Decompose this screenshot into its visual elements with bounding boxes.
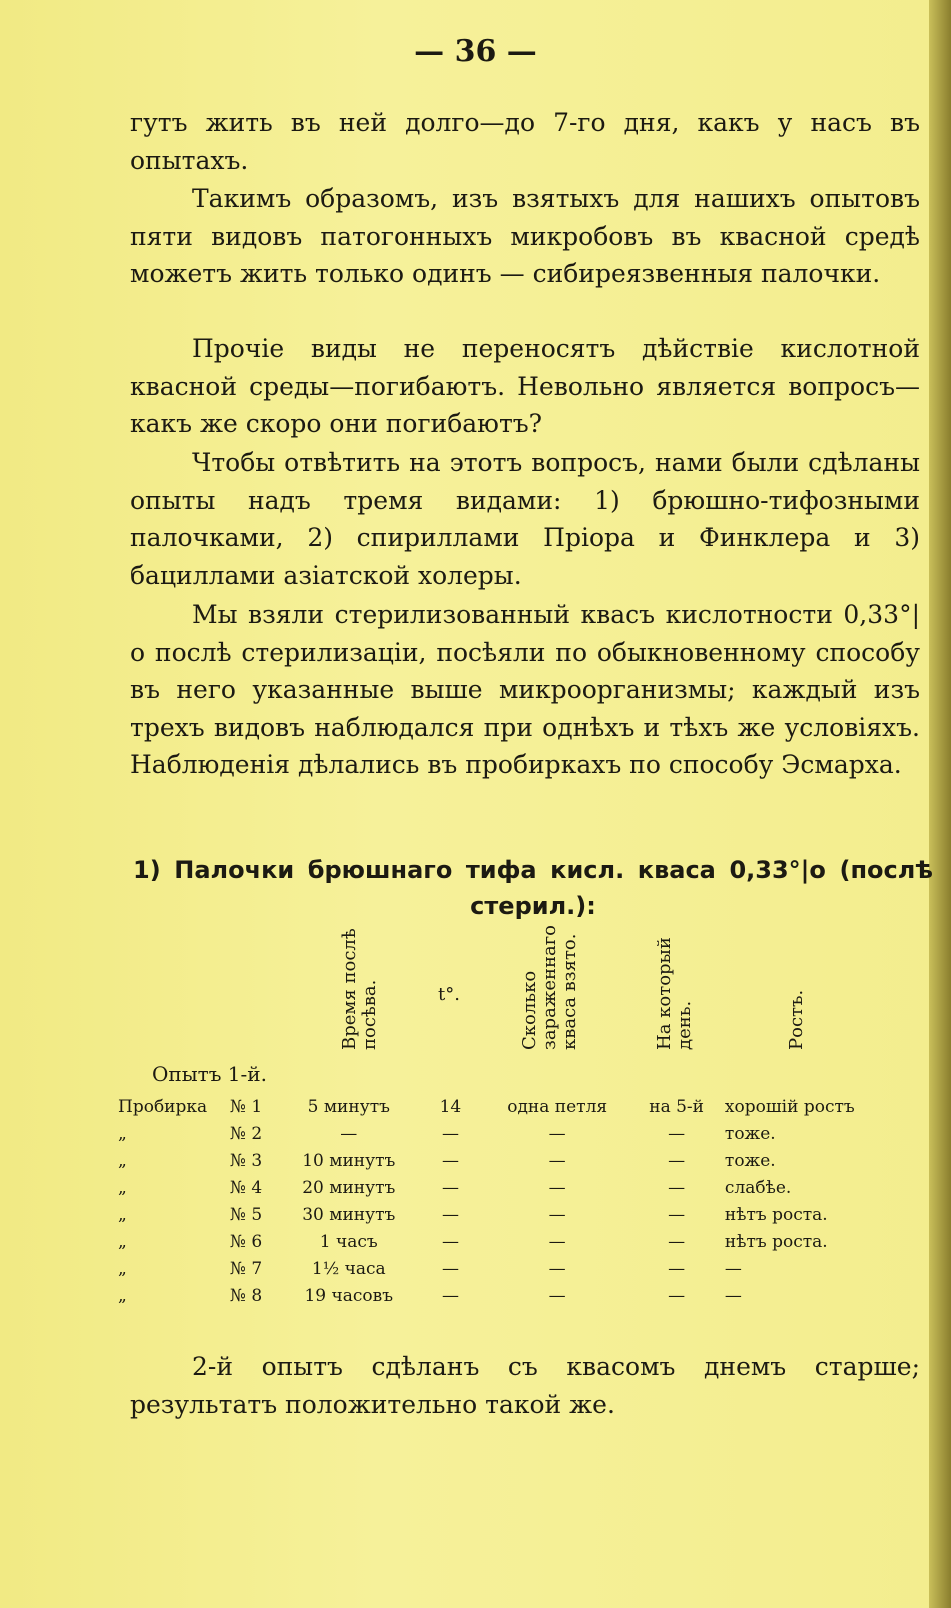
cell-temp: — — [441, 1258, 459, 1279]
column-header-day: На который день. — [654, 937, 695, 1050]
paragraph-3: Прочіе виды не переносятъ дѣйствіе кислотной квасной среды—погибаютъ. Невольно является вопросъ— какъ же скоро они погибаютъ? — [130, 334, 920, 438]
page-edge — [929, 0, 951, 1608]
cell-day: — — [668, 1285, 686, 1306]
cell-growth: нѣтъ роста. — [724, 1204, 828, 1225]
cell-day: — — [668, 1258, 686, 1279]
cell-day: — — [668, 1123, 686, 1144]
cell-amount: — — [548, 1204, 566, 1225]
cell-day: — — [668, 1150, 686, 1171]
results-table — [118, 1093, 908, 1309]
cell-num: № 5 — [229, 1204, 263, 1225]
table-row — [118, 1093, 908, 1120]
cell-temp: — — [441, 1123, 459, 1144]
cell-name: „ — [118, 1123, 127, 1144]
cell-temp: 14 — [439, 1096, 462, 1117]
table-row — [118, 1282, 908, 1309]
cell-name: „ — [118, 1285, 127, 1306]
cell-num: № 7 — [229, 1258, 263, 1279]
table-row — [118, 1147, 908, 1174]
cell-growth: — — [724, 1285, 742, 1306]
table-row — [118, 1255, 908, 1282]
cell-time: 10 минутъ — [302, 1150, 396, 1171]
cell-growth: нѣтъ роста. — [724, 1231, 828, 1252]
table-row — [118, 1120, 908, 1147]
column-header-amount: Сколько зараженнаго кваса взято. — [519, 924, 580, 1050]
cell-day: — — [668, 1177, 686, 1198]
cell-day: — — [668, 1204, 686, 1225]
cell-amount: — — [548, 1231, 566, 1252]
cell-temp: — — [441, 1150, 459, 1171]
paragraph-1: гутъ жить въ ней долго—до 7-го дня, какъ у насъ въ опытахъ. — [130, 108, 920, 175]
cell-amount: — — [548, 1123, 566, 1144]
cell-num: № 1 — [229, 1096, 263, 1117]
table-row — [118, 1228, 908, 1255]
cell-growth: тоже. — [724, 1150, 776, 1171]
cell-time: 1½ часа — [311, 1258, 386, 1279]
cell-name: Пробирка — [118, 1096, 208, 1117]
cell-growth: слабѣе. — [724, 1177, 792, 1198]
table-row — [118, 1201, 908, 1228]
cell-amount: одна петля — [507, 1096, 608, 1117]
cell-time: 19 часовъ — [304, 1285, 394, 1306]
cell-name: „ — [118, 1231, 127, 1252]
cell-num: № 3 — [229, 1150, 263, 1171]
cell-growth: — — [724, 1258, 742, 1279]
cell-amount: — — [548, 1177, 566, 1198]
cell-name: „ — [118, 1204, 127, 1225]
cell-day: на 5-й — [649, 1096, 705, 1117]
cell-name: „ — [118, 1177, 127, 1198]
cell-num: № 2 — [229, 1123, 263, 1144]
cell-name: „ — [118, 1150, 127, 1171]
cell-day: — — [668, 1231, 686, 1252]
column-header-growth: Ростъ. — [786, 989, 807, 1050]
cell-num: № 4 — [229, 1177, 263, 1198]
cell-num: № 6 — [229, 1231, 263, 1252]
cell-temp: — — [441, 1204, 459, 1225]
paragraph-4: Чтобы отвѣтить на этотъ вопросъ, нами были сдѣланы опыты надъ тремя видами: 1) брюшно-тифозными палочками, 2) спириллами Пріора и Финклера и 3) бациллами азіатской холеры. — [130, 448, 920, 590]
paragraph-5: Мы взяли стерилизованный квасъ кислотности 0,33°|о послѣ стерилизаціи, посѣяли по обыкновенному способу въ него указанные выше микроорганизмы; каждый изъ трехъ видовъ наблюдался при однѣхъ и тѣхъ же условіяхъ. Наблюденія дѣлались въ пробиркахъ по способу Эсмарха. — [130, 600, 920, 779]
cell-time: 30 минутъ — [302, 1204, 396, 1225]
cell-time: 5 минутъ — [307, 1096, 390, 1117]
cell-name: „ — [118, 1258, 127, 1279]
page-number: — 36 — — [414, 34, 537, 69]
cell-temp: — — [441, 1231, 459, 1252]
cell-temp: — — [441, 1177, 459, 1198]
cell-amount: — — [548, 1150, 566, 1171]
table-row — [118, 1174, 908, 1201]
cell-growth: хорошій ростъ — [724, 1096, 855, 1117]
cell-amount: — — [548, 1258, 566, 1279]
cell-time: — — [340, 1123, 358, 1144]
cell-temp: — — [441, 1285, 459, 1306]
paragraph-2: Такимъ образомъ, изъ взятыхъ для нашихъ опытовъ пяти видовъ патогонныхъ микробовъ въ квасной средѣ можетъ жить только одинъ — сибиреязвенныя палочки. — [130, 184, 920, 288]
column-header-temperature: t°. — [438, 984, 460, 1005]
cell-time: 20 минутъ — [302, 1177, 396, 1198]
cell-growth: тоже. — [724, 1123, 776, 1144]
cell-num: № 8 — [229, 1285, 263, 1306]
table-heading: 1) Палочки брюшнаго тифа кисл. кваса 0,33°|о (послѣ стерил.): — [133, 856, 933, 920]
column-header-time: Время послѣ посѣва. — [339, 928, 380, 1050]
closing-paragraph: 2-й опытъ сдѣланъ съ квасомъ днемъ старше; результатъ положительно такой же. — [130, 1352, 920, 1419]
cell-amount: — — [548, 1285, 566, 1306]
cell-time: 1 часъ — [319, 1231, 378, 1252]
experiment-label: Опытъ 1-й. — [152, 1062, 267, 1086]
